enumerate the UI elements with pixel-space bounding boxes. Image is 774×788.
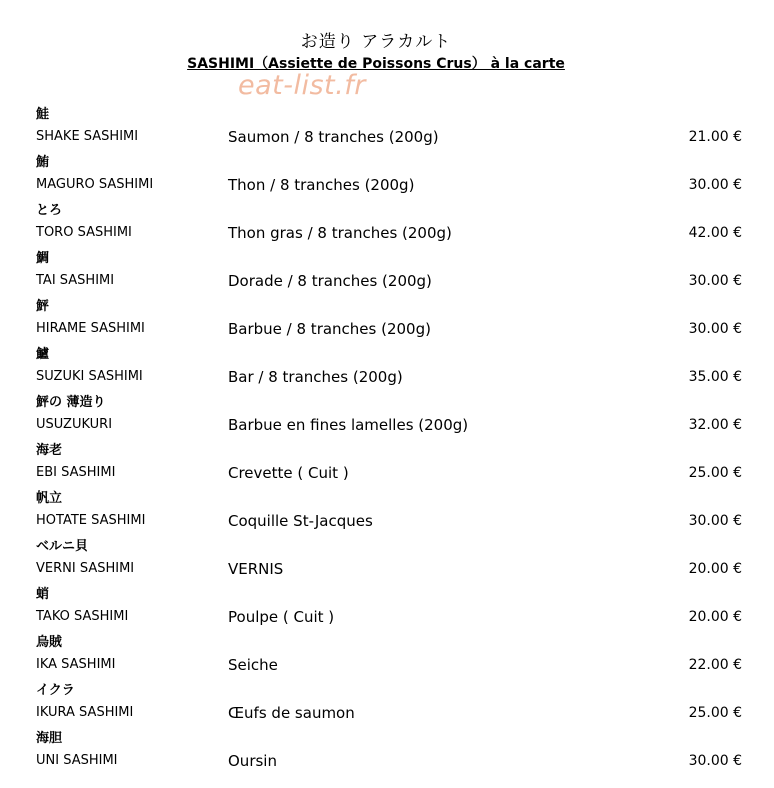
menu-item-price: 21.00 €	[688, 129, 742, 145]
menu-item	[36, 632, 744, 680]
menu-item-price: 30.00 €	[688, 513, 742, 529]
menu-item	[36, 344, 744, 392]
menu-item-japanese-name: 海胆	[36, 731, 63, 746]
menu-item-japanese-name: 鮃の 薄造り	[36, 395, 106, 410]
menu-item-name: VERNI SASHIMI	[36, 561, 135, 576]
menu-item	[36, 440, 744, 488]
menu-item-name: SUZUKI SASHIMI	[36, 369, 143, 384]
menu-item	[36, 104, 744, 152]
menu-item-japanese-name: 鱸	[36, 347, 50, 362]
menu-item-name: IKURA SASHIMI	[36, 705, 134, 720]
menu-item	[36, 680, 744, 728]
menu-item-name: HIRAME SASHIMI	[36, 321, 145, 336]
menu-item	[36, 488, 744, 536]
menu-item-price: 30.00 €	[688, 273, 742, 289]
menu-item-name: IKA SASHIMI	[36, 657, 116, 672]
menu-item-price: 25.00 €	[688, 465, 742, 481]
menu-item-description: Dorade / 8 tranches (200g)	[228, 272, 432, 290]
menu-item-price: 35.00 €	[688, 369, 742, 385]
menu-item-name: MAGURO SASHIMI	[36, 177, 154, 192]
menu-item-price: 30.00 €	[688, 753, 742, 769]
japanese-title: お造り アラカルト	[300, 32, 452, 52]
menu-item-description: Bar / 8 tranches (200g)	[228, 368, 403, 386]
menu-item-japanese-name: 帆立	[36, 491, 63, 506]
menu-item-name: EBI SASHIMI	[36, 465, 116, 480]
menu-item-description: Seiche	[228, 656, 278, 674]
menu-item-japanese-name: 烏賊	[36, 635, 63, 650]
menu-item-description: Saumon / 8 tranches (200g)	[228, 128, 439, 146]
menu-item-price: 42.00 €	[688, 225, 742, 241]
menu-item-price: 22.00 €	[688, 657, 742, 673]
menu-item-japanese-name: 鮃	[36, 299, 50, 314]
menu-item	[36, 248, 744, 296]
menu-item-japanese-name: ベルニ貝	[36, 539, 89, 554]
menu-item	[36, 200, 744, 248]
menu-item-price: 25.00 €	[688, 705, 742, 721]
menu-item-price: 20.00 €	[688, 561, 742, 577]
menu-item-japanese-name: 鮪	[36, 155, 50, 170]
menu-item-price: 32.00 €	[688, 417, 742, 433]
watermark-logo: eat-list.fr	[238, 70, 366, 101]
menu-item-name: UNI SASHIMI	[36, 753, 118, 768]
menu-item	[36, 152, 744, 200]
menu-item-description: Crevette ( Cuit )	[228, 464, 349, 482]
menu-item-description: Poulpe ( Cuit )	[228, 608, 335, 626]
menu-item-japanese-name: 鮭	[36, 107, 50, 122]
menu-item-description: Barbue en fines lamelles (200g)	[228, 416, 469, 434]
menu-item-price: 20.00 €	[688, 609, 742, 625]
menu-item-name: USUZUKURI	[36, 417, 113, 432]
menu-item-description: Oursin	[228, 752, 277, 770]
menu-item	[36, 728, 744, 776]
page-title: SASHIMI（Assiette de Poissons Crus） à la carte	[187, 56, 565, 72]
menu-item-description: Barbue / 8 tranches (200g)	[228, 320, 431, 338]
menu-item-name: TAKO SASHIMI	[36, 609, 129, 624]
menu-item	[36, 584, 744, 632]
menu-item-japanese-name: とろ	[36, 203, 63, 218]
menu-item	[36, 296, 744, 344]
menu-item-description: Thon / 8 tranches (200g)	[228, 176, 415, 194]
menu-item-description: VERNIS	[228, 560, 284, 578]
menu-item-price: 30.00 €	[688, 321, 742, 337]
menu-item	[36, 536, 744, 584]
menu-item-name: TAI SASHIMI	[36, 273, 115, 288]
menu-item-japanese-name: 鯛	[36, 251, 50, 266]
menu-item-name: HOTATE SASHIMI	[36, 513, 146, 528]
menu-item-japanese-name: イクラ	[36, 683, 75, 698]
menu-item	[36, 392, 744, 440]
menu-item-name: SHAKE SASHIMI	[36, 129, 139, 144]
menu-item-description: Coquille St-Jacques	[228, 512, 373, 530]
menu-item-japanese-name: 蛸	[36, 587, 50, 602]
sashimi-menu-list	[36, 104, 744, 776]
menu-item-name: TORO SASHIMI	[36, 225, 132, 240]
menu-item-description: Thon gras / 8 tranches (200g)	[228, 224, 452, 242]
menu-item-japanese-name: 海老	[36, 443, 63, 458]
menu-item-description: Œufs de saumon	[228, 704, 355, 722]
menu-header	[0, 30, 752, 74]
menu-item-price: 30.00 €	[688, 177, 742, 193]
